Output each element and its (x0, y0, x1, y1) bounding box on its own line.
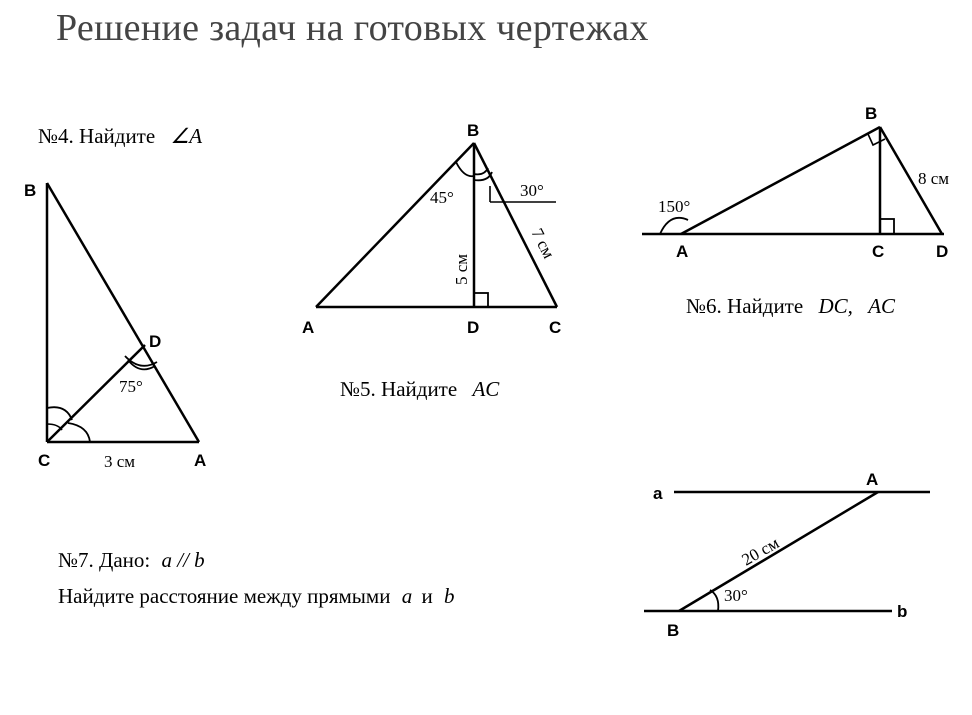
task4-prefix: №4. Найдите (38, 124, 156, 148)
figure-task7 (644, 492, 930, 611)
task7-var-b: b (443, 584, 455, 608)
fig6-label-a: A (676, 242, 689, 261)
fig4-label-a: A (194, 451, 207, 470)
figure-task6 (642, 127, 944, 234)
fig7-label-a: A (866, 470, 879, 489)
fig4-arc-c-upper (47, 407, 72, 420)
fig5-label-a: A (302, 318, 315, 337)
fig5-label-b: B (467, 121, 480, 140)
fig5-right-angle (474, 293, 488, 307)
fig4-label-b: B (24, 181, 37, 200)
fig6-side-ab (681, 127, 880, 234)
task7-var-a: a (401, 584, 413, 608)
task5-target: AC (472, 377, 500, 401)
task7-given: a // b (161, 548, 205, 572)
task7-prefix: №7. Дано: (58, 548, 151, 572)
task6-prefix: №6. Найдите (686, 294, 804, 318)
fig6-right-angle-c (880, 219, 894, 234)
task7-conj: и (421, 584, 433, 608)
fig5-arc-left (456, 162, 474, 176)
figure-task5 (316, 143, 557, 307)
fig6-angle-label: 150° (658, 197, 691, 216)
fig4-label-c: C (38, 451, 51, 470)
fig5-angle-right: 30° (520, 181, 544, 200)
fig5-height-label: 5 см (452, 253, 471, 285)
fig4-arc-c-lower (68, 423, 90, 442)
fig6-label-c: C (872, 242, 885, 261)
fig6-label-d: D (936, 242, 949, 261)
fig5-label-c: C (549, 318, 562, 337)
fig7-line-a-label: a (653, 484, 663, 503)
fig4-side-ab (47, 183, 199, 442)
task4-target: ∠A (170, 124, 203, 148)
fig6-side-label: 8 см (918, 169, 950, 188)
fig6-right-angle-b (868, 134, 885, 145)
task6-target: DC, AC (818, 294, 896, 318)
fig5-side-ab (316, 143, 474, 307)
fig4-side-label: 3 см (104, 452, 136, 471)
fig7-angle-label: 30° (724, 586, 748, 605)
fig5-label-d: D (467, 318, 480, 337)
fig4-label-d: D (149, 332, 162, 351)
fig7-segment-label: 20 см (738, 533, 783, 570)
fig5-side-label: 7 см (527, 225, 559, 262)
figure-task4 (47, 183, 199, 442)
fig7-line-b-label: b (897, 602, 908, 621)
page-title: Решение задач на готовых чертежах (56, 7, 649, 49)
fig4-angle-label: 75° (119, 377, 143, 396)
task5-prefix: №5. Найдите (340, 377, 458, 401)
fig7-label-b: B (667, 621, 680, 640)
fig5-angle-left: 45° (430, 188, 454, 207)
fig6-label-b: B (865, 104, 878, 123)
task7-question: Найдите расстояние между прямыми (58, 584, 391, 608)
